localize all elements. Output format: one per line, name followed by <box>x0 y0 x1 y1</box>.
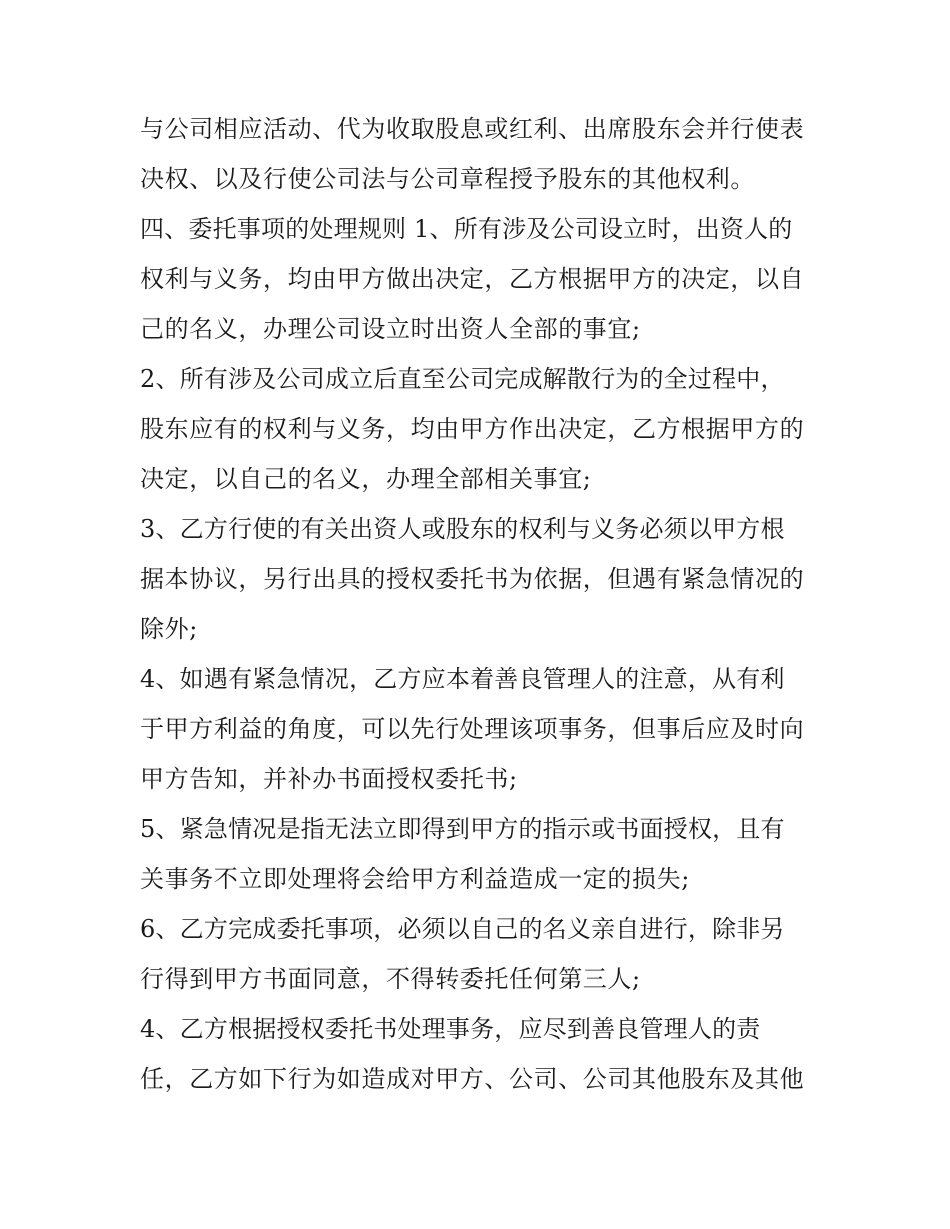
text-line: 己的名义，办理公司设立时出资人全部的事宜; <box>140 315 641 343</box>
document-body <box>140 104 820 1104</box>
text-line: 于甲方利益的角度，可以先行处理该项事务，但事后应及时向 <box>140 715 805 743</box>
text-line: 3、乙方行使的有关出资人或股东的权利与义务必须以甲方根 <box>140 515 785 543</box>
text-line: 行得到甲方书面同意，不得转委托任何第三人; <box>140 965 641 993</box>
text-line: 甲方告知，并补办书面授权委托书; <box>140 765 518 793</box>
text-line: 关事务不立即处理将会给甲方利益造成一定的损失; <box>140 865 690 893</box>
text-line: 四、委托事项的处理规则 1、所有涉及公司设立时，出资人的 <box>140 215 793 243</box>
text-line: 决权、以及行使公司法与公司章程授予股东的其他权利。 <box>140 165 755 193</box>
text-line: 据本协议，另行出具的授权委托书为依据，但遇有紧急情况的 <box>140 565 805 593</box>
text-line: 任，乙方如下行为如造成对甲方、公司、公司其他股东及其他 <box>140 1065 805 1093</box>
text-line: 决定，以自己的名义，办理全部相关事宜; <box>140 465 592 493</box>
text-line: 5、紧急情况是指无法立即得到甲方的指示或书面授权，且有 <box>140 815 785 843</box>
text-line: 2、所有涉及公司成立后直至公司完成解散行为的全过程中， <box>140 365 785 393</box>
text-line: 股东应有的权利与义务，均由甲方作出决定，乙方根据甲方的 <box>140 415 805 443</box>
text-line: 除外; <box>140 615 198 643</box>
text-line: 权利与义务，均由甲方做出决定，乙方根据甲方的决定，以自 <box>140 265 805 293</box>
text-line: 4、乙方根据授权委托书处理事务，应尽到善良管理人的责 <box>140 1015 761 1043</box>
text-line: 6、乙方完成委托事项，必须以自己的名义亲自进行，除非另 <box>140 915 785 943</box>
text-line: 与公司相应活动、代为收取股息或红利、出席股东会并行使表 <box>140 115 805 143</box>
text-line: 4、如遇有紧急情况，乙方应本着善良管理人的注意，从有利 <box>140 665 785 693</box>
